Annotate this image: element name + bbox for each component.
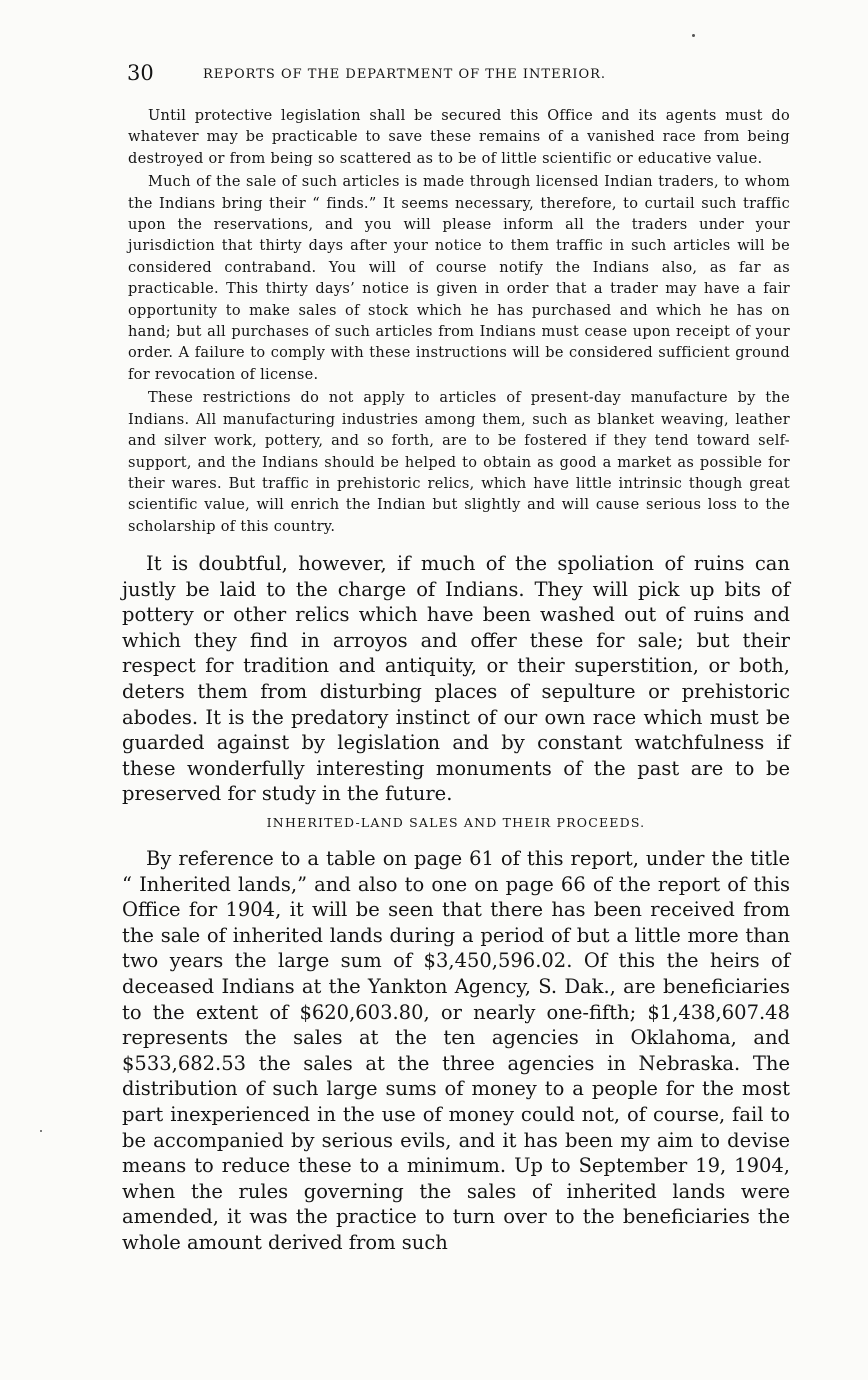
paragraph-text: It is doubtful, however, if much of the spoliation of ruins can justly be laid to the charge of Indians. They will pick up bits of pottery or other relics which have been washed out of ruins and which they find in arroyos and offer these for sale; but their respect for tradition and antiquity, or their superstition, or both, deters them from disturbing places of sepulture or prehistoric abodes. It is the predatory instinct of our own race which must be guarded against by legislation and by constant watchfulness if these wonderfully interesting monuments of the past are to be preserved for study in the future. [122,552,790,806]
quoted-letter [128,106,790,538]
page-number: 30 [127,61,154,85]
quoted-paragraph-traders: Much of the sale of such articles is made through licensed Indian traders, to whom the Indians bring their “ finds.” It seems necessary, therefore, to curtail such traffic upon the reservations, and you will please inform all the traders under your jurisdiction that thirty days after your notice to them traffic in such articles will be considered contraband. You will of course notify the Indians also, as far as practicable. This thirty days’ notice is given in order that a trader may have a fair opportunity to make sales of stock which he has purchased and which he has on hand; but all purchases of such articles from Indians must cease upon receipt of your order. A failure to comply with these instructions will be considered sufficient ground for revocation of license. [128,174,790,383]
page-header [127,60,792,88]
scan-speck [40,1130,42,1132]
quoted-paragraph-restrictions: These restrictions do not apply to articles of present-day manufacture by the Indians. All manufacturing industries among them, such as blanket weaving, leather and silver work, pottery, and so forth, are to be fostered if they tend toward self-support, and the Indians should be helped to obtain as good a market as possible for their wares. But traffic in prehistoric relics, which have little intrinsic though great scientific value, will enrich the Indian but slightly and will cause serious loss to the scholarship of this country. [128,390,790,535]
scan-speck [692,34,695,37]
section-heading: INHERITED-LAND SALES AND THEIR PROCEEDS. [266,815,646,830]
body-paragraph-inherited-lands [122,846,790,1256]
body-paragraph-ruins [122,551,790,807]
quoted-paragraph-legislation: Until protective legislation shall be secured this Office and its agents must do whatever may be practicable to save these remains of a vanished race from being destroyed or from being so scattered as to be of little scientific or educative value. [128,108,790,167]
running-head: REPORTS OF THE DEPARTMENT OF THE INTERIOR. [203,67,607,82]
paragraph-text: By reference to a table on page 61 of this report, under the title “ Inherited lands,” and also to one on page 66 of the report of this Office for 1904, it will be seen that there has been received from the sale of inherited lands during a period of but a little more than two years the large sum of $3,450,596.02. Of this the heirs of deceased Indians at the Yankton Agency, S. Dak., are beneficiaries to the extent of $620,603.80, or nearly one-fifth; $1,438,607.48 represents the sales at the ten agencies in Oklahoma, and $533,682.53 the sales at the three agencies in Nebraska. The distribution of such large sums of money to a people for the most part inexperienced in the use of money could not, of course, fail to be accompanied by serious evils, and it has been my aim to devise means to reduce these to a minimum. Up to September 19, 1904, when the rules governing the sales of inherited lands were amended, it was the practice to turn over to the beneficiaries the whole amount derived from such [122,847,790,1254]
